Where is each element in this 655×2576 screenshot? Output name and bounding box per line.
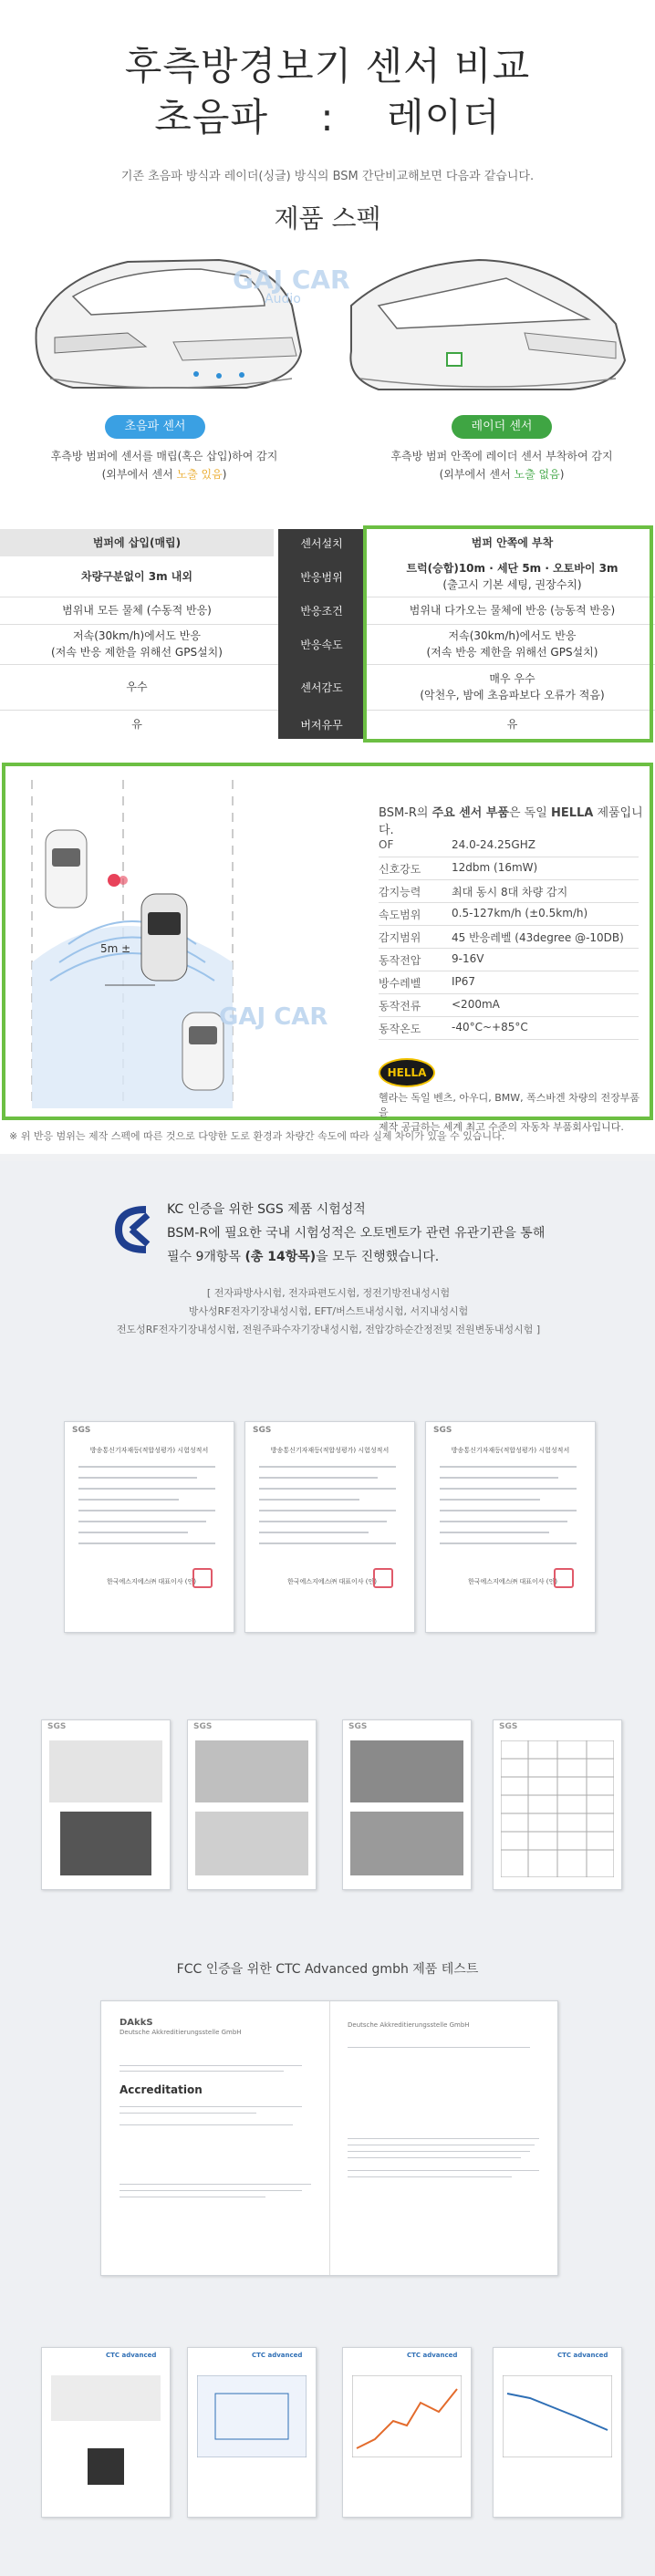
- page-title: 후측방경보기 센서 비교: [124, 44, 531, 88]
- spec-label: OF: [379, 838, 394, 851]
- radar-sensitivity: 매우 우수 (악천우, 밤에 초음파보다 오류가 적음): [420, 672, 605, 701]
- footnote: ※ 위 반응 범위는 제작 스펙에 따른 것으로 다양한 도로 환경과 차량간 속도에 따라 실제 차이가 있을 수 있습니다.: [9, 1130, 505, 1142]
- spec-value: 24.0-24.25GHZ: [452, 838, 535, 851]
- radar-range: 트럭(승합)10m · 세단 5m · 오토바이 3m (출고시 기본 세팅, 권장수치): [406, 562, 619, 591]
- comparison-table: [0, 529, 655, 762]
- sgs-report-2[interactable]: SGS 방송통신기자재등(적합성평가) 시험성적서 한국에스지에스㈜ 대표이사 (인): [244, 1421, 415, 1633]
- spec-label: 신호강도: [379, 863, 421, 876]
- ultrasonic-install: 범퍼에 삽입(매립): [0, 529, 274, 556]
- distance-label: 5m ±: [100, 942, 131, 955]
- radar-speed: 저속(30km/h)에서도 반응 (저속 반응 제한을 위해선 GPS설치): [426, 629, 598, 659]
- certification-section: [0, 1161, 655, 2576]
- ctc-report-page-1[interactable]: CTC advanced: [41, 2347, 171, 2518]
- comparison-section: [0, 0, 655, 1154]
- spec-value: <200mA: [452, 998, 500, 1011]
- sgs-report-1[interactable]: SGS 방송통신기자재등(적합성평가) 시험성적서 한국에스지에스㈜ 대표이사 (인): [64, 1421, 234, 1633]
- kc-line1: KC 인증을 위한 SGS 제품 시험성적: [167, 1202, 366, 1217]
- ultrasonic-sensitivity: 우수: [126, 680, 148, 693]
- kc-tests: [ 전자파방사시험, 전자파편도시험, 정전기방전내성시험 방사성RF전자기장내성시험, EFT/버스트내성시험, 서지내성시험 전도성RF전자기장내성시험, 전원주파수자기장내성시험, 전압강하순간정전및 전원변동내성시험 ]: [116, 1287, 541, 1335]
- kc-line3: 필수 9개항목 (총 14항목)을 모두 진행했습니다.: [167, 1250, 440, 1264]
- sgs-photo-page-2[interactable]: SGS: [187, 1719, 317, 1890]
- sgs-report-3[interactable]: SGS 방송통신기자재등(적합성평가) 시험성적서 한국에스지에스㈜ 대표이사 (인): [425, 1421, 596, 1633]
- ultrasonic-condition: 범위내 모든 물체 (수동적 반응): [62, 604, 212, 617]
- divider: [0, 1154, 655, 1161]
- section-title-specs: 제품 스펙: [274, 203, 381, 234]
- spec-value: 12dbm (16mW): [452, 861, 538, 874]
- row-label-condition: 반응조건: [278, 597, 365, 624]
- spec-label: 감지범위: [379, 931, 421, 944]
- ultrasonic-range: 차량구분없이 3m 내외: [81, 570, 192, 583]
- spec-label: 동작온도: [379, 1023, 421, 1035]
- kc-line2: BSM-R에 필요한 국내 시험성적은 오토멘토가 관련 유관기관을 통해: [167, 1226, 546, 1241]
- ultrasonic-buzzer: 유: [131, 718, 142, 731]
- ctc-report-page-3[interactable]: CTC advanced: [342, 2347, 472, 2518]
- spec-value: IP67: [452, 975, 476, 988]
- spec-label: 감지능력: [379, 886, 421, 898]
- watermark: GAJ CAR: [233, 265, 350, 295]
- fcc-title: FCC 인증을 위한 CTC Advanced gmbh 제품 테스트: [176, 1962, 479, 1977]
- row-label-range: 반응범위: [278, 556, 365, 597]
- ultrasonic-desc-line2: (외부에서 센서 노출 있음): [101, 468, 227, 481]
- spec-table: [0, 835, 655, 1044]
- ultrasonic-sensor-pill: 초음파 센서: [105, 415, 205, 439]
- ultrasonic-speed: 저속(30km/h)에서도 반응 (저속 반응 제한을 위해선 GPS설치): [51, 629, 223, 659]
- hella-description: 헬라는 독일 벤츠, 아우디, BMW, 폭스바겐 차량의 전장부품을 제작 공급하는 세계 최고 수준의 자동차 부품회사입니다.: [379, 1092, 640, 1133]
- sgs-photo-page-1[interactable]: SGS: [41, 1719, 171, 1890]
- spec-label: 동작전압: [379, 954, 421, 967]
- spec-value: 0.5-127km/h (±0.5km/h): [452, 907, 588, 919]
- spec-value: 45 반응레벨 (43degree @-10DB): [452, 931, 624, 944]
- intro-text: 기존 초음파 방식과 레이더(싱글) 방식의 BSM 간단비교해보면 다음과 같습니다.: [120, 170, 535, 183]
- spec-label: 속도범위: [379, 909, 421, 921]
- radar-highlight-box: [363, 525, 653, 743]
- row-label-sensitivity: 센서감도: [278, 664, 365, 710]
- row-label-install: 센서설치: [278, 529, 365, 556]
- kc-text: [167, 1198, 545, 1269]
- specs-intro: BSM-R의 주요 센서 부품은 독일 HELLA 제품입니다.: [379, 806, 643, 837]
- spec-label: 동작전류: [379, 1000, 421, 1013]
- radar-desc-line2: (외부에서 센서 노출 없음): [439, 468, 565, 481]
- ultrasonic-desc-line1: 후측방 범퍼에 센서를 매립(혹은 삽입)하여 감지: [50, 450, 278, 462]
- dakks-accreditation-document[interactable]: DAkkS Deutsche Akkreditierungsstelle GmbH Deutsche Akkreditierungsstelle GmbH Accreditation: [100, 2000, 558, 2276]
- page-title-line2: 초음파 : 레이더: [154, 95, 501, 140]
- radar-car-illustration: [342, 242, 643, 401]
- radar-buzzer: 유: [506, 718, 518, 731]
- sgs-photo-page-3[interactable]: SGS: [342, 1719, 472, 1890]
- kc-logo: [109, 1202, 153, 1257]
- spec-value: 9-16V: [452, 952, 484, 965]
- spec-label: 방수레벨: [379, 977, 421, 990]
- radar-desc-line1: 후측방 범퍼 안쪽에 레이더 센서 부착하여 감지: [390, 450, 613, 462]
- sgs-table-page[interactable]: SGS: [493, 1719, 622, 1890]
- radar-sensor-pill: 레이더 센서: [452, 415, 552, 439]
- ultrasonic-description: [18, 447, 310, 483]
- spec-value: -40°C~+85°C: [452, 1021, 528, 1034]
- row-label-buzzer: 버저유무: [278, 710, 365, 739]
- spec-value: 최대 동시 8대 차량 감지: [452, 886, 568, 898]
- radar-condition: 범위내 다가오는 물체에 반응 (능동적 반응): [409, 604, 616, 617]
- watermark-2: GAJ CAR: [219, 1003, 328, 1031]
- watermark-sub: Audio: [265, 292, 301, 306]
- radar-install: 범퍼 안쪽에 부착: [471, 536, 554, 549]
- ctc-report-page-2[interactable]: CTC advanced: [187, 2347, 317, 2518]
- hella-logo: HELLA: [379, 1058, 435, 1087]
- ctc-report-page-4[interactable]: CTC advanced: [493, 2347, 622, 2518]
- row-label-speed: 반응속도: [278, 624, 365, 664]
- radar-description: [356, 447, 648, 483]
